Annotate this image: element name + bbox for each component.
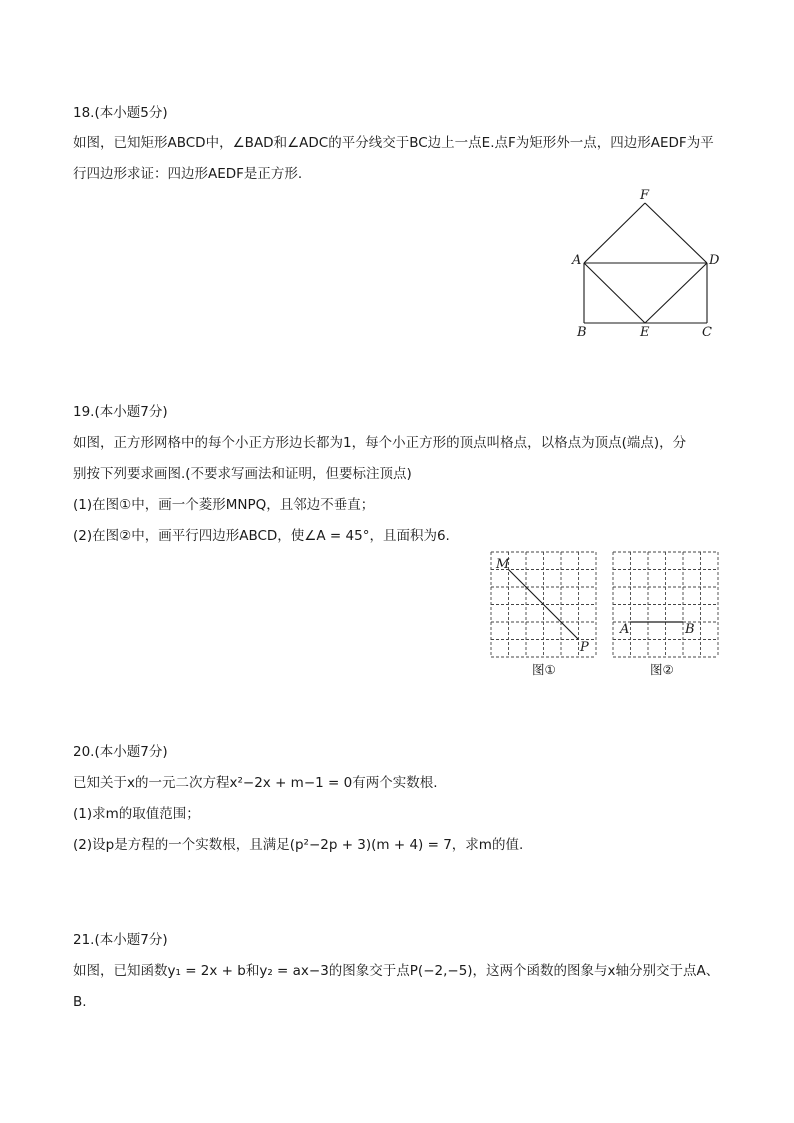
- label-A: A: [572, 253, 582, 268]
- q19-grid-figure-2: [610, 548, 726, 678]
- q19-item2: (2)在图②中，画平行四边形ABCD，使∠A = 45°，且面积为6.: [73, 528, 450, 544]
- q19-header: 19.(本小题7分): [73, 404, 168, 420]
- q21-header: 21.(本小题7分): [73, 932, 168, 948]
- segment-AF: [584, 203, 645, 263]
- q20-text-line1: 已知关于x的一元二次方程x²−2x + m−1 = 0有两个实数根.: [73, 775, 438, 791]
- label-C: C: [702, 325, 712, 340]
- label-D: D: [709, 253, 720, 268]
- segment-AE: [584, 263, 645, 323]
- q18-rectangle-figure: [560, 185, 740, 345]
- label-M: M: [496, 557, 510, 572]
- q20-header: 20.(本小题7分): [73, 744, 168, 760]
- label-A: A: [620, 622, 630, 637]
- q18-text-line1: 如图，已知矩形ABCD中，∠BAD和∠ADC的平分线交于BC边上一点E.点F为矩形外一点，四边形AEDF为平: [73, 135, 714, 151]
- q21-text-line1: 如图，已知函数y₁ = 2x + b和y₂ = ax−3的图象交于点P(−2,−5)，这两个函数的图象与x轴分别交于点A、: [73, 963, 720, 979]
- q18-header: 18.(本小题5分): [73, 105, 168, 121]
- label-P: P: [580, 640, 589, 655]
- label-F: F: [640, 188, 650, 203]
- q20-item1: (1)求m的取值范围；: [73, 806, 200, 822]
- label-B: B: [685, 622, 695, 637]
- q19-text-line1: 如图，正方形网格中的每个小正方形边长都为1，每个小正方形的顶点叫格点，以格点为顶点(端点)，分: [73, 435, 687, 451]
- label-E: E: [640, 325, 650, 340]
- label-B: B: [577, 325, 587, 340]
- q20-item2: (2)设p是方程的一个实数根，且满足(p²−2p + 3)(m + 4) = 7，求m的值.: [73, 837, 524, 853]
- grid2-caption: 图②: [650, 662, 674, 677]
- dashed-grid-2: [613, 552, 718, 657]
- q19-grid-figure-1: [488, 548, 604, 678]
- q18-text-line2: 行四边形求证：四边形AEDF是正方形.: [73, 166, 303, 182]
- q19-item1: (1)在图①中，画一个菱形MNPQ，且邻边不垂直；: [73, 497, 375, 513]
- segment-DE: [645, 263, 707, 323]
- grid1-caption: 图①: [532, 662, 556, 677]
- segment-DF: [645, 203, 707, 263]
- q19-text-line2: 别按下列要求画图.(不要求写画法和证明，但要标注顶点): [73, 466, 412, 482]
- q21-text-line2: B.: [73, 994, 87, 1010]
